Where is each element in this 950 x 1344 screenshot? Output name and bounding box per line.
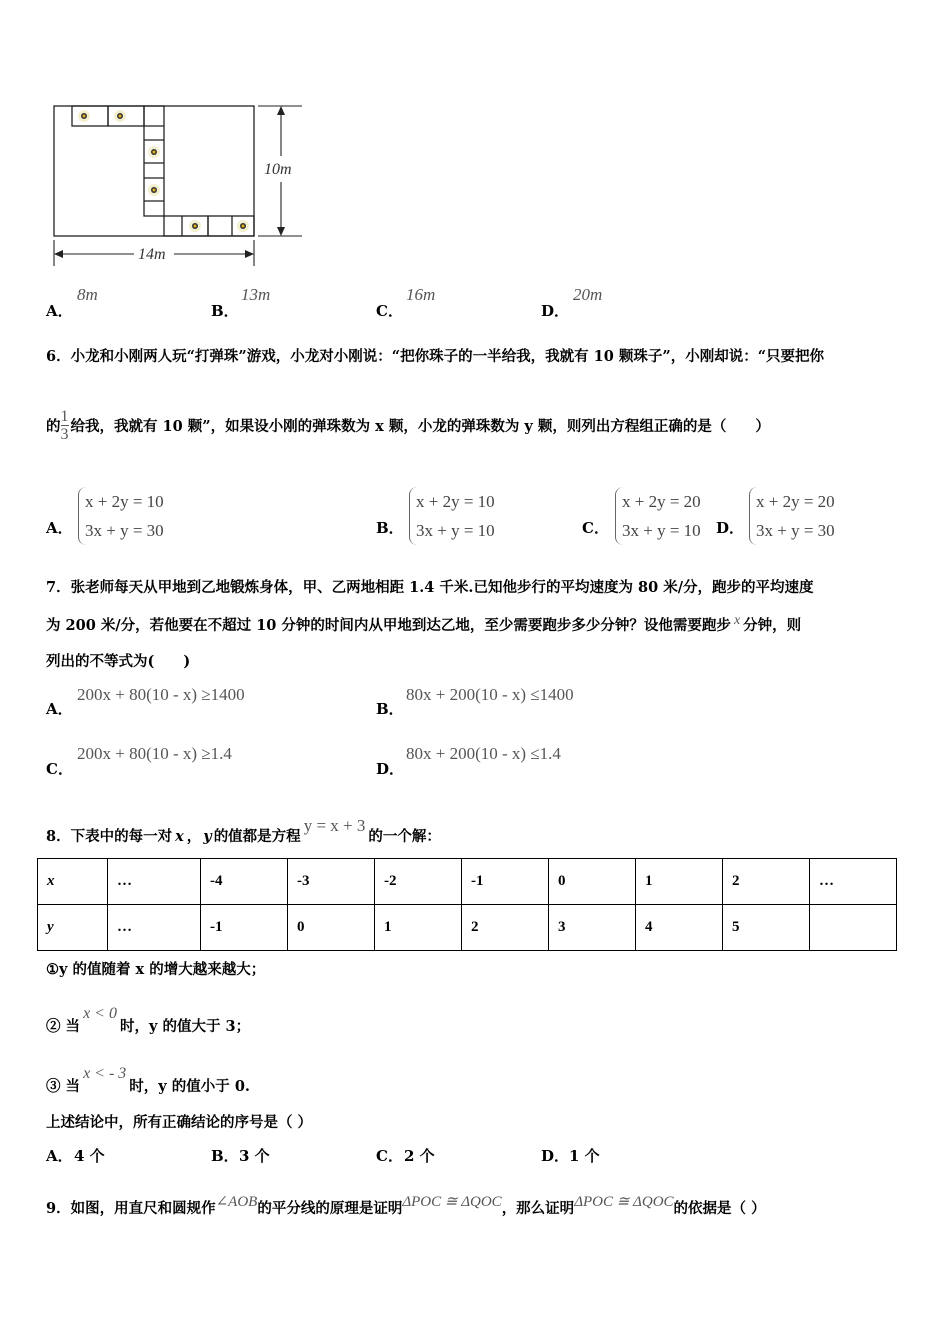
equation-2: 3x + y = 30 [756, 521, 835, 540]
q6-line1: 6．小龙和小刚两人玩“打弹珠”游戏，小龙对小刚说：“把你珠子的一半给我，我就有 10 颗珠子”，小刚却说：“只要把你 [46, 348, 825, 365]
option-expression: 200x + 80(10 - x) ≥1400 [77, 685, 245, 704]
q6-line2-pre: 的 [46, 418, 61, 435]
option-value: 20m [573, 285, 603, 304]
statement-pre: ② 当 [46, 1018, 81, 1035]
q9-post: 的依据是（ ） [673, 1200, 766, 1217]
table-cell: -1 [201, 905, 288, 951]
option-expression: 80x + 200(10 - x) ≤1400 [406, 685, 574, 704]
option-value: 16m [406, 285, 436, 304]
equation-2: 3x + y = 10 [622, 521, 701, 540]
condition: x < 0 [83, 1005, 117, 1022]
table-cell: … [108, 905, 201, 951]
table-cell: 5 [723, 905, 810, 951]
q8-stem-mid: 的值都是方程 [213, 828, 301, 845]
variable-x: x [175, 828, 184, 845]
option-letter: C． [376, 1147, 403, 1165]
option-letter: D． [716, 519, 745, 537]
solution-table [37, 858, 897, 951]
comma: ， [186, 828, 202, 845]
equation-1: x + 2y = 10 [416, 492, 495, 511]
congruence-2: ΔPOC ≅ ΔQOC [574, 1194, 674, 1210]
equation-1: x + 2y = 20 [756, 492, 835, 511]
equation-1: x + 2y = 10 [85, 492, 164, 511]
table-cell: 0 [288, 905, 375, 951]
q7-line2 [46, 613, 801, 635]
option-text: 2 个 [404, 1147, 435, 1165]
congruence-1: ΔPOC ≅ ΔQOC [402, 1194, 502, 1210]
table-cell: y [38, 905, 108, 951]
option-expression: 80x + 200(10 - x) ≤1.4 [406, 744, 561, 763]
option-letter: A． [46, 700, 73, 718]
variable-y: y [203, 828, 212, 845]
width-label: 14m [138, 246, 166, 263]
q8-statement-1: ①y 的值随着 x 的增大越来越大； [46, 961, 266, 978]
q7-line2-pre: 为 200 米/分，若他要在不超过 10 分钟的时间内从甲地到达乙地，至少需要跑步多少分钟？设他需要跑步 [46, 617, 731, 634]
table-cell: … [810, 859, 897, 905]
table-cell: 3 [549, 905, 636, 951]
equation-2: 3x + y = 10 [416, 521, 495, 540]
table-cell: 2 [723, 859, 810, 905]
equation-system [615, 487, 701, 545]
statement-post: 时，y 的值小于 0. [129, 1078, 250, 1095]
option-letter: D． [541, 302, 570, 320]
table-cell: -1 [462, 859, 549, 905]
q9-stem [46, 1192, 766, 1218]
equation-2: 3x + y = 30 [85, 521, 164, 540]
variable-x: x [733, 613, 741, 628]
q7-line1: 7．张老师每天从甲地到乙地锻炼身体，甲、乙两地相距 1.4 千米.已知他步行的平均速度为 80 米/分，跑步的平均速度 [46, 579, 814, 596]
option-letter: A． [46, 519, 73, 537]
condition: x < - 3 [83, 1065, 127, 1082]
option-letter: A． [46, 302, 73, 320]
option-letter: C． [46, 760, 73, 778]
option-letter: B． [376, 700, 404, 718]
table-cell: 1 [375, 905, 462, 951]
table-cell: … [108, 859, 201, 905]
option-letter: B． [376, 519, 404, 537]
equation-system [749, 487, 835, 545]
option-text: 3 个 [239, 1147, 270, 1165]
q8-stem-pre: 8．下表中的每一对 [46, 828, 173, 845]
option-letter: B． [211, 302, 239, 320]
q7-line2-post: 分钟，则 [743, 617, 802, 634]
statement-post: 时，y 的值大于 3； [119, 1018, 251, 1035]
q8-question: 上述结论中，所有正确结论的序号是（ ） [46, 1114, 313, 1131]
q9-mid2: ，那么证明 [501, 1200, 575, 1217]
q8-stem-post: 的一个解： [368, 828, 441, 845]
statement-pre: ③ 当 [46, 1078, 81, 1095]
equation-system [78, 487, 164, 545]
q6-line2 [46, 408, 770, 443]
option-letter: D． [541, 1147, 570, 1165]
angle-aob: ∠AOB [215, 1194, 258, 1210]
table-cell: 0 [549, 859, 636, 905]
garden-figure [40, 100, 320, 275]
equation-1: x + 2y = 20 [622, 492, 701, 511]
option-expression: 200x + 80(10 - x) ≥1.4 [77, 744, 232, 763]
q8-statement-2 [46, 1005, 250, 1036]
table-row [38, 859, 897, 905]
table-cell: -4 [201, 859, 288, 905]
equation: y = x + 3 [303, 816, 366, 835]
table-cell: 2 [462, 905, 549, 951]
one-third-fraction: $\frac{1}{3}$ [60, 408, 69, 443]
option-text: 1 个 [569, 1147, 600, 1165]
table-cell: 4 [636, 905, 723, 951]
q9-mid1: 的平分线的原理是证明 [257, 1200, 403, 1217]
equation-system [409, 487, 495, 545]
q9-pre: 9．如图，用直尺和圆规作 [46, 1200, 216, 1217]
option-text: 4 个 [74, 1147, 105, 1165]
table-cell: -3 [288, 859, 375, 905]
table-cell: 1 [636, 859, 723, 905]
option-letter: C． [376, 302, 403, 320]
option-value: 8m [77, 285, 98, 304]
table-cell [810, 905, 897, 951]
option-letter: B． [211, 1147, 239, 1165]
table-cell: -2 [375, 859, 462, 905]
table-row [38, 905, 897, 951]
option-letter: C． [582, 519, 609, 537]
option-letter: D． [376, 760, 405, 778]
q8-stem [46, 816, 441, 846]
table-cell: x [38, 859, 108, 905]
option-value: 13m [241, 285, 271, 304]
q8-statement-3 [46, 1065, 250, 1096]
q6-line2-post: 给我，我就有 10 颗”，如果设小刚的弹珠数为 x 颗，小龙的弹珠数为 y 颗，则列出方程组正确的是（ ） [70, 418, 770, 435]
option-letter: A． [46, 1147, 73, 1165]
q7-line3: 列出的不等式为( ) [46, 653, 191, 670]
height-label: 10m [264, 161, 292, 178]
